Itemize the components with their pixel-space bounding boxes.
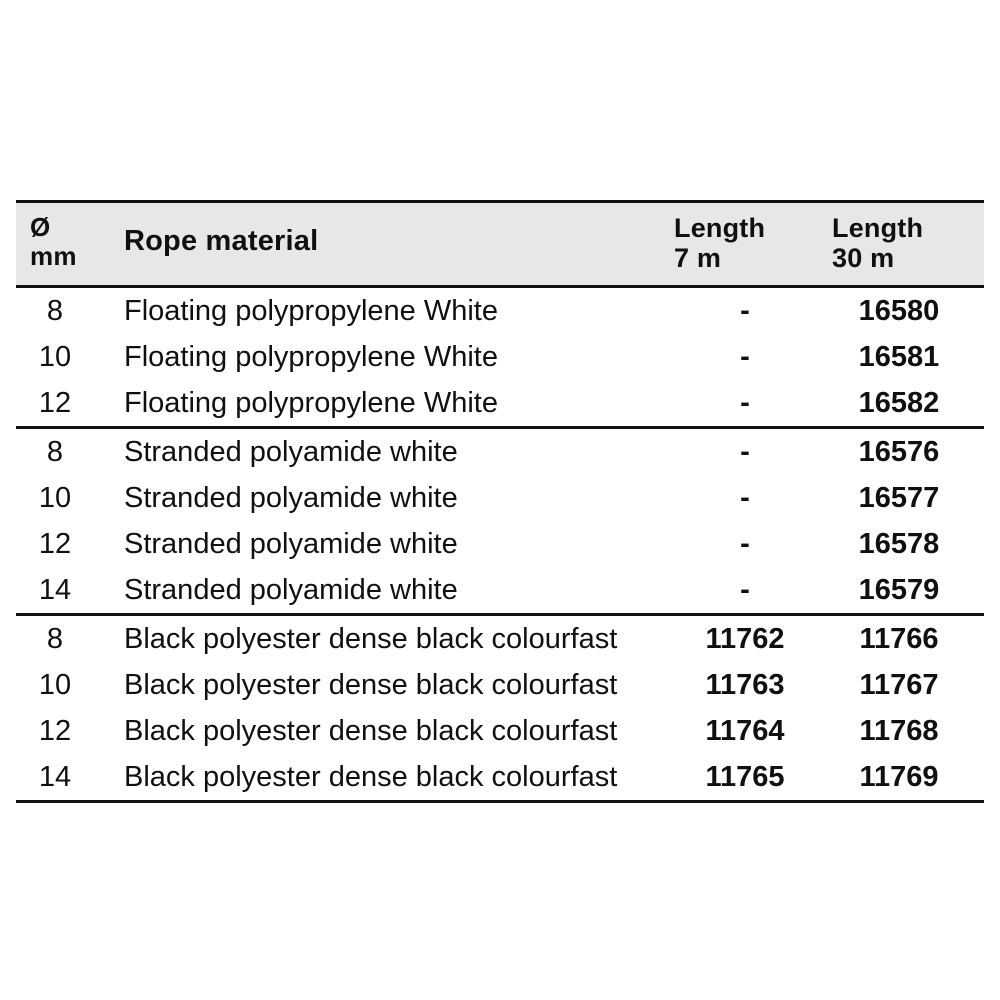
table-row — [16, 475, 984, 521]
cell-material: Floating polypropylene White — [124, 386, 498, 419]
table-row — [16, 567, 984, 615]
cell-length-30m: 16579 — [858, 573, 940, 606]
cell-length-30m: 11769 — [826, 754, 984, 802]
cell-material: Stranded polyamide white — [124, 527, 458, 560]
cell-diameter: 12 — [38, 714, 72, 747]
cell-diameter: 14 — [38, 573, 72, 606]
cell-material: Black polyester dense black colourfast — [108, 754, 668, 802]
table-header — [16, 202, 984, 287]
cell-length-30m: 16576 — [826, 428, 984, 476]
cell-length-30m: 16577 — [858, 481, 940, 514]
table-header-row — [16, 202, 984, 287]
cell-diameter: 10 — [38, 340, 72, 373]
table-row — [16, 615, 984, 663]
cell-length-30m: 16581 — [858, 340, 940, 373]
length7-label-line2: 7 m — [674, 243, 722, 274]
cell-diameter: 8 — [16, 615, 108, 663]
table-body — [16, 287, 984, 802]
column-header-length-30m — [826, 202, 984, 287]
cell-material: Black polyester dense black colourfast — [124, 714, 618, 747]
table-row — [16, 662, 984, 708]
cell-diameter: 8 — [46, 294, 64, 327]
cell-diameter: 14 — [16, 754, 108, 802]
cell-length-7m: 11762 — [668, 615, 826, 663]
cell-length-7m: 11765 — [668, 754, 826, 802]
cell-length-30m: 11766 — [826, 615, 984, 663]
column-header-length-7m — [668, 202, 826, 287]
column-header-diameter — [16, 202, 108, 287]
diameter-symbol: Ø — [30, 212, 51, 242]
length7-label-line1: Length — [674, 213, 766, 243]
length30-label-line2: 30 m — [832, 243, 895, 274]
table-row — [16, 754, 984, 802]
cell-length-30m: 11767 — [859, 668, 939, 701]
length30-label-line1: Length — [832, 213, 924, 243]
material-header-label: Rope material — [124, 225, 319, 257]
table-row — [16, 428, 984, 476]
cell-material: Floating polypropylene White — [124, 340, 498, 373]
cell-diameter: 8 — [16, 428, 108, 476]
cell-length-7m: - — [668, 428, 826, 476]
table-row — [16, 287, 984, 335]
cell-material: Floating polypropylene White — [124, 294, 498, 327]
cell-diameter: 12 — [38, 527, 72, 560]
cell-diameter: 10 — [38, 668, 72, 701]
rope-spec-table — [16, 200, 984, 803]
diameter-unit: mm — [30, 241, 77, 272]
cell-material: Black polyester dense black colourfast — [108, 615, 668, 663]
cell-material: Stranded polyamide white — [108, 428, 668, 476]
cell-material: Stranded polyamide white — [124, 573, 458, 606]
table-row — [16, 708, 984, 754]
table-row — [16, 380, 984, 428]
cell-length-30m: 16580 — [858, 294, 940, 327]
cell-diameter: 12 — [38, 386, 72, 419]
cell-length-7m: 11764 — [705, 714, 785, 747]
table-row — [16, 521, 984, 567]
cell-length-7m: - — [740, 294, 750, 327]
cell-diameter: 10 — [38, 481, 72, 514]
cell-material: Stranded polyamide white — [124, 481, 458, 514]
cell-length-7m: - — [740, 573, 750, 606]
cell-length-7m: - — [740, 340, 750, 373]
cell-length-30m: 16578 — [858, 527, 940, 560]
table-row — [16, 334, 984, 380]
cell-length-7m: - — [740, 481, 750, 514]
cell-length-30m: 16582 — [858, 386, 940, 419]
column-header-material — [108, 202, 668, 287]
rope-spec-table-wrapper — [16, 200, 984, 803]
cell-length-7m: - — [740, 527, 750, 560]
cell-length-7m: 11763 — [705, 668, 785, 701]
cell-length-7m: - — [740, 386, 750, 419]
cell-material: Black polyester dense black colourfast — [124, 668, 618, 701]
cell-length-30m: 11768 — [859, 714, 939, 747]
